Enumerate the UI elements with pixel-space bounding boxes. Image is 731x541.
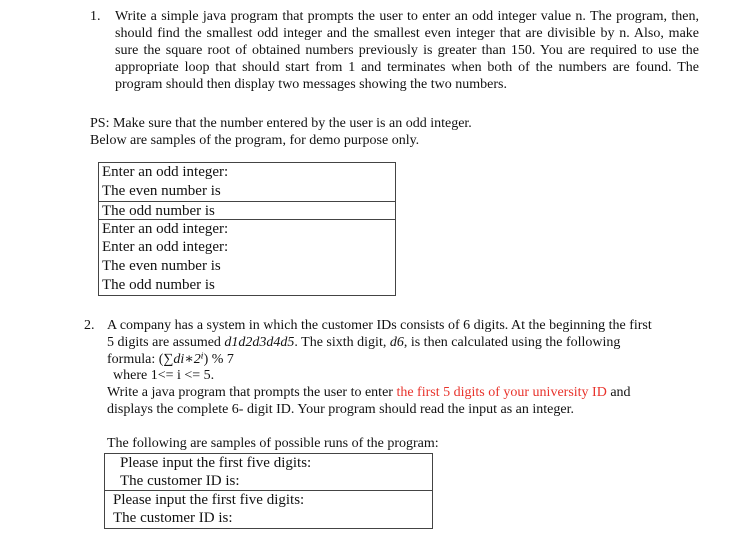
q2-samples-heading: The following are samples of possible runs of the program: bbox=[107, 436, 439, 451]
sample-row: The even number is bbox=[102, 183, 221, 199]
q2-line2-text: . The sixth digit, bbox=[294, 335, 390, 350]
q2-line4: where 1<= i <= 5. bbox=[113, 368, 215, 383]
q2-line2 bbox=[107, 334, 620, 351]
sample-row: The customer ID is: bbox=[113, 510, 233, 526]
q1-number: 1. bbox=[90, 9, 101, 24]
q2-line1: A company has a system in which the customer IDs consists of 6 digits. At the beginning the first bbox=[107, 318, 652, 333]
highlighted-requirement: the first 5 digits of your university ID bbox=[396, 385, 607, 400]
sample-row: Enter an odd integer: bbox=[102, 164, 229, 180]
sample-row: Enter an odd integer: bbox=[99, 219, 395, 238]
q2-line6: displays the complete 6- digit ID. Your program should read the input as an integer. bbox=[107, 402, 574, 417]
sixth-digit-variable: d6 bbox=[389, 335, 404, 350]
q2-line2-text: 5 digits are assumed bbox=[107, 335, 225, 350]
sample-row: The even number is bbox=[102, 258, 221, 274]
q1-ps-line2: Below are samples of the program, for demo purpose only. bbox=[90, 133, 420, 148]
formula-suffix: ) % 7 bbox=[203, 352, 234, 367]
q2-line2-text: , is then calculated using the following bbox=[403, 335, 621, 350]
formula-prefix: formula: ( bbox=[107, 352, 164, 367]
q2-sample-box bbox=[104, 453, 433, 529]
sample-row: The odd number is bbox=[99, 201, 395, 220]
q1-ps-line1: PS: Make sure that the number entered by the user is an odd integer. bbox=[90, 116, 472, 131]
sample-row: The odd number is bbox=[102, 277, 215, 293]
digit-variables: d1d2d3d4d5 bbox=[224, 335, 295, 350]
sample-row: Please input the first five digits: bbox=[120, 455, 312, 471]
q2-line5 bbox=[107, 384, 631, 401]
q1-sample-box bbox=[98, 162, 396, 296]
q2-line5-text: and bbox=[606, 385, 631, 400]
q2-line5-text: Write a java program that prompts the user to enter bbox=[107, 385, 397, 400]
formula-expression: ∑di∗2ⁱ bbox=[163, 352, 204, 367]
q1-paragraph: Write a simple java program that prompts the user to enter an odd integer value n. The program, then, should find the smallest odd integer and the smallest even integer that are divisible by n. Also, make sure the square root of obtained numbers previously is greater than 150. You are required to use the appropriate loop that should start from 1 and terminates when both of the numbers are found. The program should then display two messages showing the two numbers. bbox=[115, 9, 699, 92]
q2-number: 2. bbox=[84, 318, 95, 333]
sample-row: The customer ID is: bbox=[120, 473, 240, 489]
sample-row: Please input the first five digits: bbox=[105, 490, 432, 509]
sample-row: Enter an odd integer: bbox=[102, 239, 229, 255]
q2-line3 bbox=[107, 351, 234, 368]
